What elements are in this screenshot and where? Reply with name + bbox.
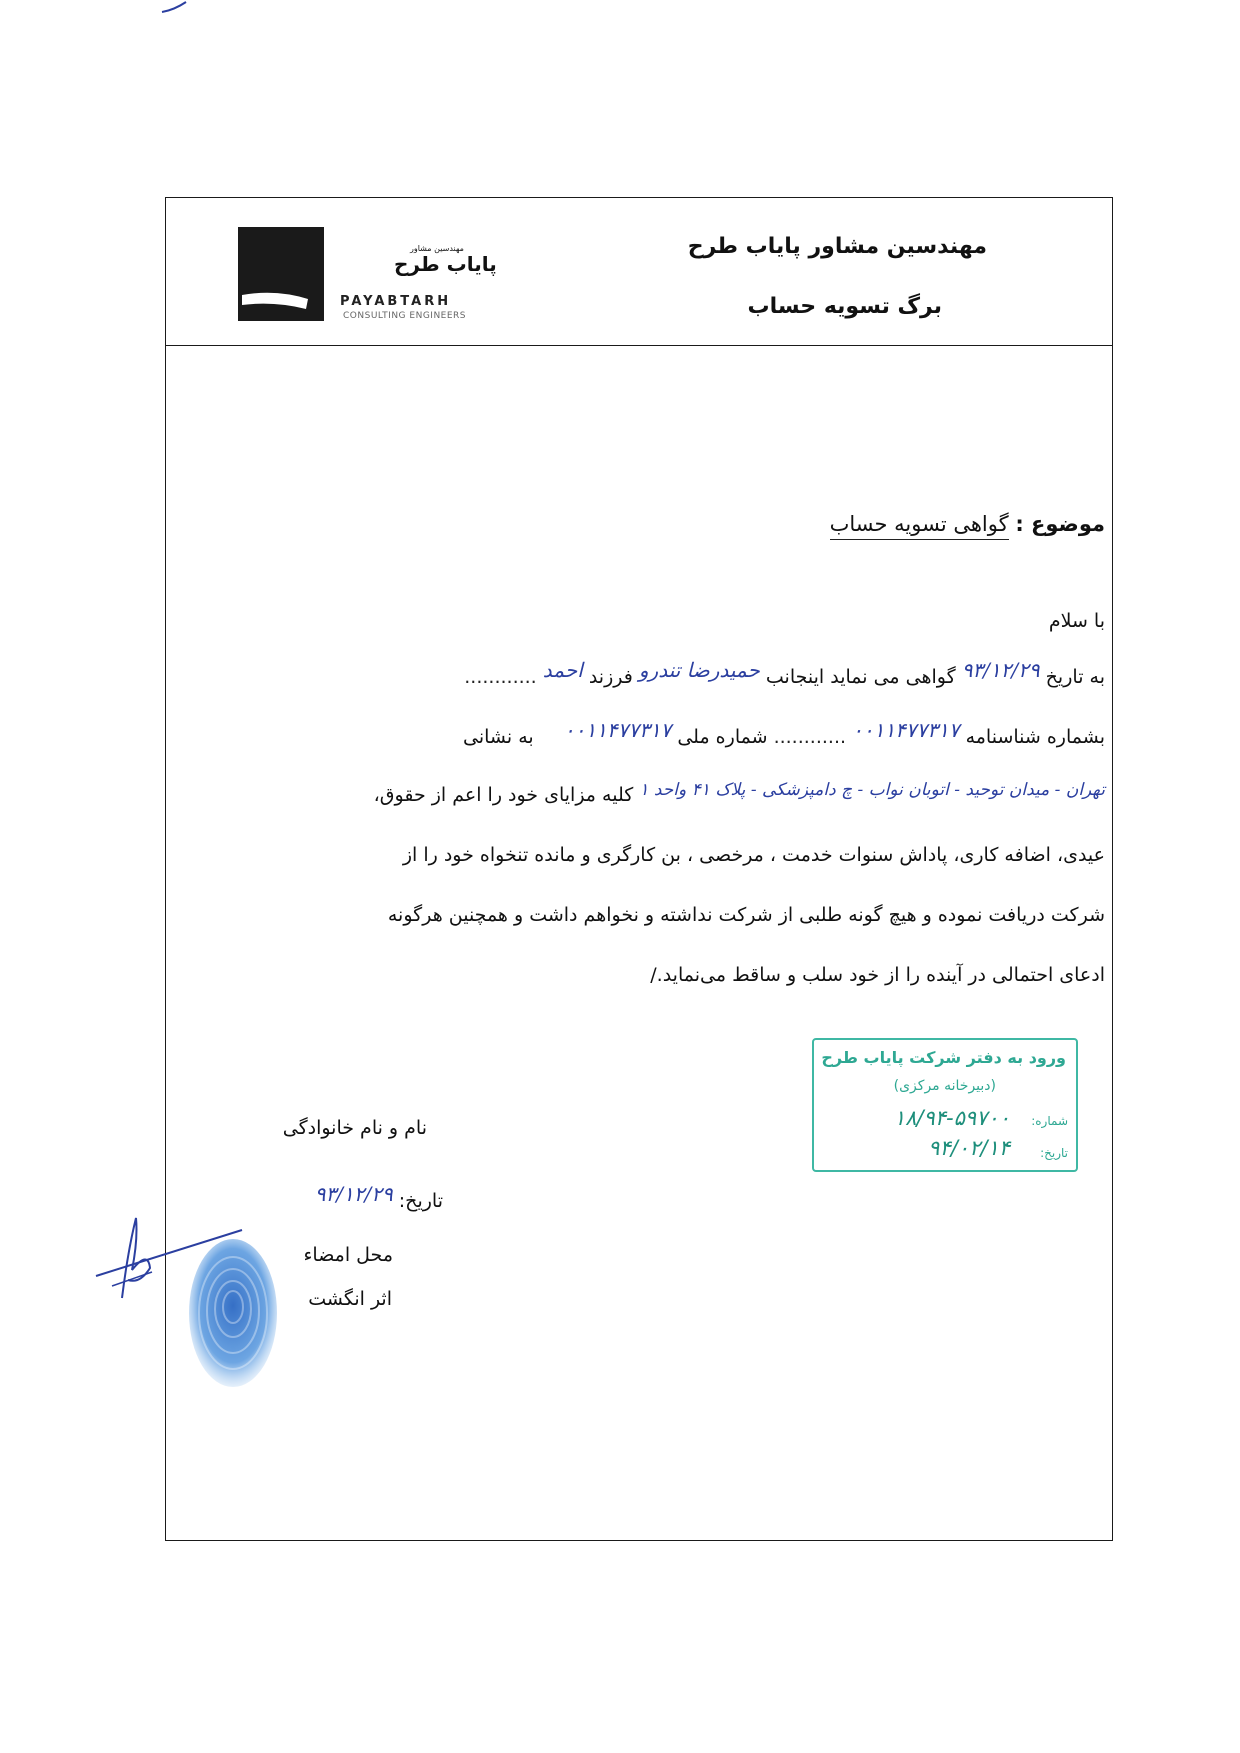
stamp-number-value: ۱۸/۹۴-۵۹۷۰۰ xyxy=(893,1106,1010,1130)
signature-date-label: تاریخ: xyxy=(398,1190,443,1212)
receipt-stamp xyxy=(812,1038,1078,1172)
subject-label: موضوع : xyxy=(1015,512,1105,536)
handwritten-address: تهران - میدان توحید - اتوبان نواب - چ دامپزشکی - پلاک ۴۱ واحد ۱ xyxy=(639,780,1105,800)
document-frame xyxy=(165,197,1113,1541)
logo-persian-subtitle: مهندسین مشاور xyxy=(410,244,464,253)
handwritten-signature-date: ۹۳/۱۲/۲۹ xyxy=(314,1182,393,1206)
handwritten-national-number: ۰۰۱۱۴۷۷۳۱۷ xyxy=(563,718,672,742)
subject-line xyxy=(830,512,1105,536)
letter-line-1: به تاریخ ۹۳/۱۲/۲۹ گواهی می نماید اینجانب حمیدرضا تندرو فرزند احمد ............ xyxy=(464,658,1105,688)
letter-line-4: عیدی، اضافه کاری، پاداش سنوات خدمت ، مرخصی ، بن کارگری و مانده تنخواه خود را از xyxy=(402,844,1105,866)
stamp-title: ورود به دفتر شرکت پایاب طرح xyxy=(821,1048,1066,1067)
form-title: برگ تسویه حساب xyxy=(747,294,942,319)
signature-place-label: محل امضاء xyxy=(303,1244,393,1266)
full-name-label: نام و نام خانوادگی xyxy=(282,1117,427,1139)
handwritten-date: ۹۳/۱۲/۲۹ xyxy=(961,658,1040,682)
letter-line-2: بشماره شناسنامه ۰۰۱۱۴۷۷۳۱۷ ............ شماره ملی ۰۰۱۱۴۷۷۳۱۷ به نشانی xyxy=(463,718,1105,748)
handwritten-id-number: ۰۰۱۱۴۷۷۳۱۷ xyxy=(852,718,960,742)
stamp-subtitle: (دبیرخانه مرکزی) xyxy=(893,1078,996,1094)
signature-date-row xyxy=(314,1182,443,1212)
letter-line-3: تهران - میدان توحید - اتوبان نواب - چ دامپزشکی - پلاک ۴۱ واحد ۱ کلیه مزایای خود را اعم از حقوق، xyxy=(373,780,1105,806)
company-logo-icon xyxy=(238,227,324,321)
letter-line-6: ادعای احتمالی در آینده را از خود سلب و ساقط می‌نماید./ xyxy=(650,964,1105,986)
greeting: با سلام xyxy=(1048,610,1105,632)
logo-english-name: PAYABTARH xyxy=(340,294,452,309)
handwritten-name: حمیدرضا تندرو xyxy=(638,658,760,682)
handwritten-father-name: احمد xyxy=(542,658,583,682)
company-title: مهندسین مشاور پایاب طرح xyxy=(687,234,987,259)
signature-scribble xyxy=(92,1210,252,1300)
logo-english-subtitle: CONSULTING ENGINEERS xyxy=(343,311,467,321)
stamp-number-label: شماره: xyxy=(1031,1114,1068,1128)
logo-persian-name: پایاب طرح xyxy=(394,252,497,276)
stamp-date-label: تاریخ: xyxy=(1040,1146,1068,1160)
stamp-date-value: ۹۴/۰۲/۱۴ xyxy=(928,1136,1010,1160)
letter-line-5: شرکت دریافت نموده و هیچ گونه طلبی از شرکت نداشته و نخواهم داشت و همچنین هرگونه xyxy=(387,904,1105,926)
fingerprint-label: اثر انگشت xyxy=(308,1288,392,1310)
subject-value: گواهی تسویه حساب xyxy=(830,512,1009,540)
header-divider xyxy=(165,345,1113,346)
pen-scribble-mark xyxy=(160,0,190,14)
